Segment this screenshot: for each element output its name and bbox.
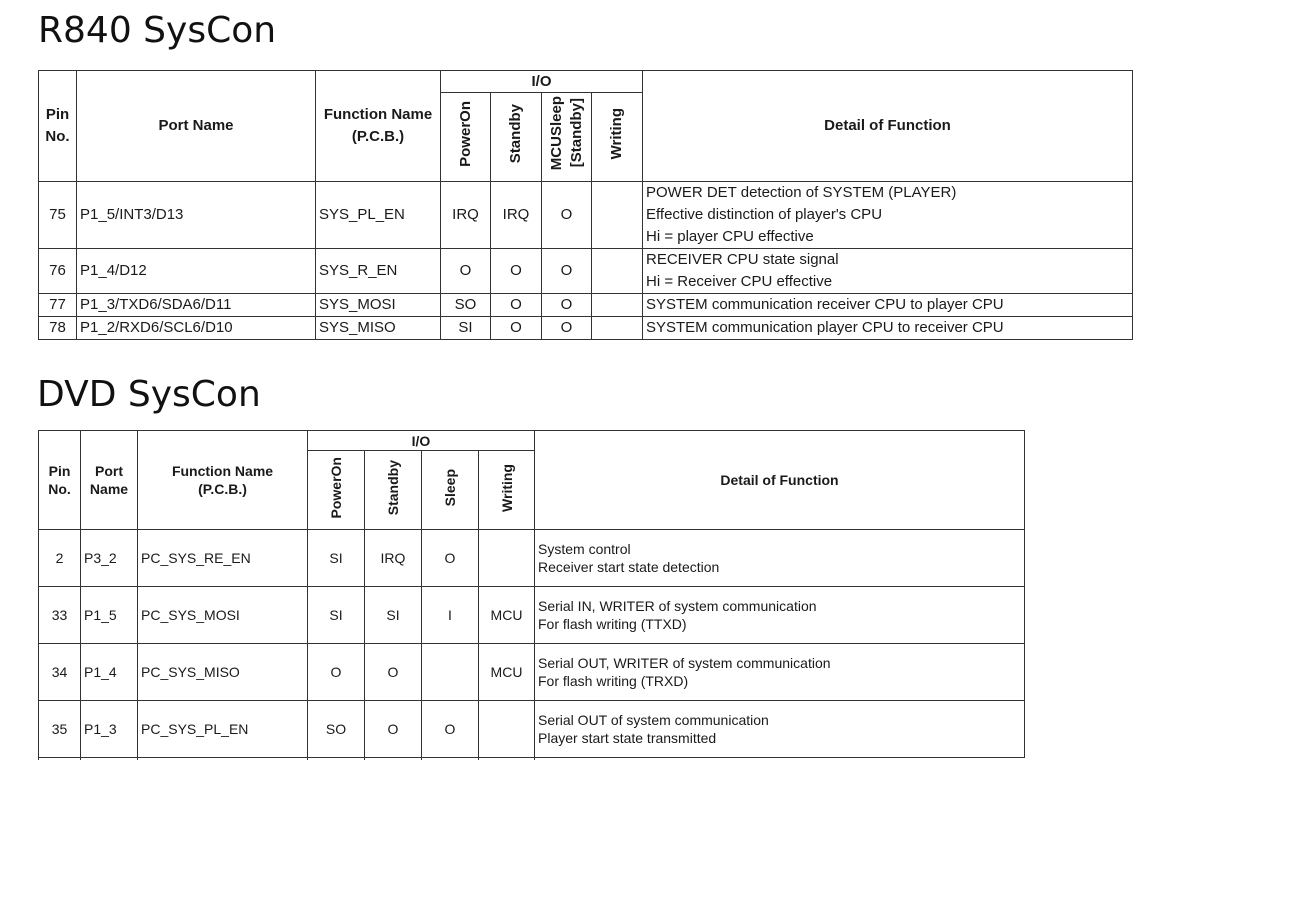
function-name: SYS_MOSI <box>316 294 441 317</box>
port-name-header: Port Name <box>77 71 316 182</box>
pin-no: 75 <box>39 182 77 249</box>
detail-cell: RECEIVER CPU state signal Hi = Receiver CPU effective <box>643 249 1133 294</box>
writing-value <box>592 294 643 317</box>
port-name: P1_3/TXD6/SDA6/D11 <box>77 294 316 317</box>
dvd-pin-table <box>38 430 1025 760</box>
standby-value: O <box>491 317 542 340</box>
sleep-value <box>422 644 479 701</box>
sleep-value: O <box>422 530 479 587</box>
function-name-header: Function Name (P.C.B.) <box>316 71 441 182</box>
port-name: P3_2 <box>81 530 138 587</box>
port-name: P1_3 <box>81 701 138 758</box>
port-name: P1_5 <box>81 587 138 644</box>
table-row-cutoff <box>39 758 1025 761</box>
poweron-value: SI <box>441 317 491 340</box>
writing-value <box>479 701 535 758</box>
port-name: P1_2/RXD6/SCL6/D10 <box>77 317 316 340</box>
mcusleep-header: MCUSleep [Standby] <box>542 93 592 182</box>
writing-value: MCU <box>479 587 535 644</box>
function-name: PC_SYS_PL_EN <box>138 701 308 758</box>
table-row <box>39 530 1025 587</box>
r840-title: R840 SysCon <box>38 10 277 51</box>
writing-header: Writing <box>592 93 643 182</box>
pin-no: 35 <box>39 701 81 758</box>
function-name: SYS_MISO <box>316 317 441 340</box>
poweron-value: O <box>441 249 491 294</box>
sleep-value: I <box>422 587 479 644</box>
function-name: PC_SYS_RE_EN <box>138 530 308 587</box>
io-header: I/O <box>308 431 535 451</box>
sleep-value: O <box>542 317 592 340</box>
detail-cell: SYSTEM communication receiver CPU to player CPU <box>643 294 1133 317</box>
io-header: I/O <box>441 71 643 93</box>
sleep-value: O <box>542 294 592 317</box>
standby-value: O <box>365 644 422 701</box>
writing-header: Writing <box>479 451 535 530</box>
port-name-header: Port Name <box>81 431 138 530</box>
dvd-title: DVD SysCon <box>37 374 261 415</box>
pin-no: 34 <box>39 644 81 701</box>
poweron-value: IRQ <box>441 182 491 249</box>
port-name: P1_4 <box>81 644 138 701</box>
poweron-value: SO <box>441 294 491 317</box>
port-name: P1_5/INT3/D13 <box>77 182 316 249</box>
poweron-header: PowerOn <box>441 93 491 182</box>
writing-value <box>592 182 643 249</box>
detail-cell: Serial OUT, WRITER of system communication For flash writing (TRXD) <box>535 644 1025 701</box>
sleep-value: O <box>422 701 479 758</box>
pin-no-header: Pin No. <box>39 71 77 182</box>
pin-no: 78 <box>39 317 77 340</box>
r840-pin-table <box>38 70 1133 340</box>
function-name: PC_SYS_MOSI <box>138 587 308 644</box>
sleep-header: Sleep <box>422 451 479 530</box>
detail-cell: System control Receiver start state detection <box>535 530 1025 587</box>
standby-header: Standby <box>491 93 542 182</box>
table-row <box>39 182 1133 249</box>
function-name: SYS_PL_EN <box>316 182 441 249</box>
poweron-header: PowerOn <box>308 451 365 530</box>
writing-value <box>592 249 643 294</box>
standby-value: O <box>491 294 542 317</box>
table-row <box>39 701 1025 758</box>
writing-value <box>479 530 535 587</box>
pin-no-header: Pin No. <box>39 431 81 530</box>
standby-value: SI <box>365 587 422 644</box>
poweron-value: SO <box>308 701 365 758</box>
port-name: P1_4/D12 <box>77 249 316 294</box>
detail-header: Detail of Function <box>643 71 1133 182</box>
standby-value: O <box>491 249 542 294</box>
function-name: PC_SYS_MISO <box>138 644 308 701</box>
pin-no: 33 <box>39 587 81 644</box>
standby-value: O <box>365 701 422 758</box>
poweron-value: O <box>308 644 365 701</box>
pin-no: 77 <box>39 294 77 317</box>
poweron-value: SI <box>308 587 365 644</box>
table-row <box>39 644 1025 701</box>
sleep-value: O <box>542 182 592 249</box>
standby-header: Standby <box>365 451 422 530</box>
detail-header: Detail of Function <box>535 431 1025 530</box>
pin-no: 2 <box>39 530 81 587</box>
table-row <box>39 294 1133 317</box>
detail-cell: Serial IN, WRITER of system communication For flash writing (TTXD) <box>535 587 1025 644</box>
table-row <box>39 587 1025 644</box>
standby-value: IRQ <box>491 182 542 249</box>
standby-value: IRQ <box>365 530 422 587</box>
table-row <box>39 317 1133 340</box>
detail-cell: Serial OUT of system communication Player start state transmitted <box>535 701 1025 758</box>
function-name-header: Function Name (P.C.B.) <box>138 431 308 530</box>
detail-cell: POWER DET detection of SYSTEM (PLAYER) Effective distinction of player's CPU Hi = player CPU effective <box>643 182 1133 249</box>
function-name: SYS_R_EN <box>316 249 441 294</box>
writing-value <box>592 317 643 340</box>
table-row <box>39 249 1133 294</box>
pin-no: 76 <box>39 249 77 294</box>
detail-cell: SYSTEM communication player CPU to receiver CPU <box>643 317 1133 340</box>
sleep-value: O <box>542 249 592 294</box>
poweron-value: SI <box>308 530 365 587</box>
writing-value: MCU <box>479 644 535 701</box>
